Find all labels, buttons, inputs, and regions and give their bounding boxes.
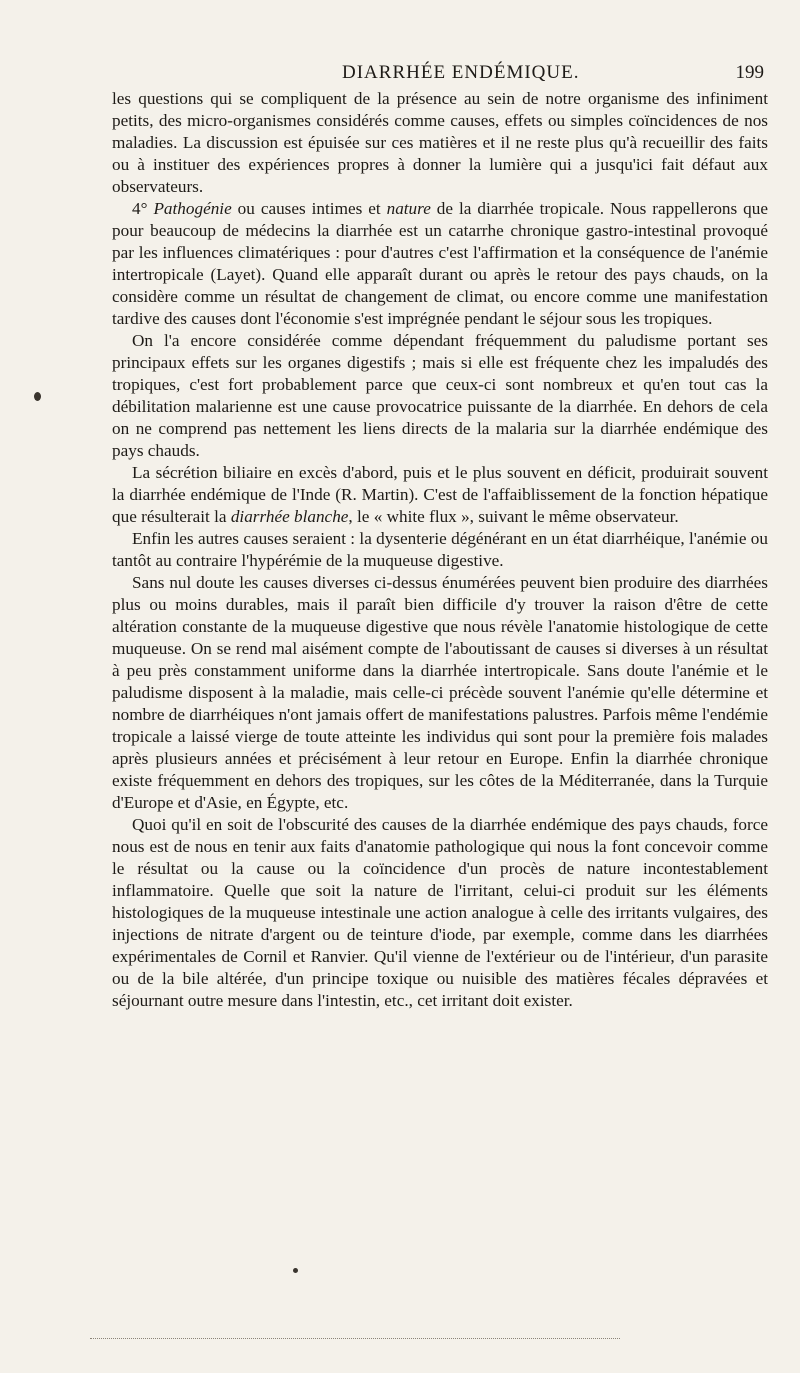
section-number: 4° [132,199,154,218]
running-title: DIARRHÉE ENDÉMIQUE. [342,62,580,83]
paragraph-2-text: de la diarrhée tropicale. Nous rappellerons que pour beaucoup de médecins la diarrhée est un catarrhe chronique gastro-intestinal provoqué par les influences climatériques : pour d'autres c'est l'affirmation et la conséquence de l'anémie intertropicale (Layet). Quand elle apparaît durant ou après le retour des pays chauds, on la considère comme un résultat de changement de climat, ou encore comme une manifestation tardive des causes dont l'économie s'est imprégnée pendant le séjour sous les tropiques. [112,199,768,328]
ink-dot [293,1268,298,1273]
emphasis-nature: nature [386,199,431,218]
paragraph-5: Enfin les autres causes seraient : la dysenterie dégénérant en un état diarrhéique, l'anémie ou tantôt au contraire l'hypérémie de la muqueuse digestive. [112,529,768,570]
emphasis-diarrhee-blanche: diarrhée blanche [230,507,349,526]
paragraph-3: On l'a encore considérée comme dépendant fréquemment du paludisme portant ses principaux effets sur les organes digestifs ; mais si elle est fréquente chez les impaludés des tropiques, c'est fort probablement parce que ceux-ci sont nombreux et qu'en tout cas la débilitation malarienne est une cause provocatrice puissante de la diarrhée. En dehors de cela on ne comprend pas nettement les liens directs de la malaria sur la diarrhée endémique des pays chauds. [112,331,768,460]
page-number: 199 [735,62,764,83]
paragraph-1: les questions qui se compliquent de la présence au sein de notre organisme des infiniment petits, des micro-organismes considérés comme causes, effets ou simples coïncidences de nos maladies. La discussion est épuisée sur ces matières et il ne reste plus qu'à recueillir des faits ou à instituer des expériences propres à donner la lumière qui a jusqu'ici fait défaut aux observateurs. [112,89,768,196]
paragraph-2 [112,198,768,330]
page-header [112,58,768,88]
margin-speck [34,392,41,401]
paragraph-4-after: , le « white flux », suivant le même observateur. [348,507,679,526]
emphasis-pathogenie: Pathogénie [153,199,232,218]
paragraph-6: Sans nul doute les causes diverses ci-dessus énumérées peuvent bien produire des diarrhées plus ou moins durables, mais il paraît bien difficile d'y trouver la raison d'être de cette altération constante de la muqueuse digestive que nous révèle l'anatomie histologique de cette muqueuse. On se rend mal aisément compte de l'aboutissant de causes si diverses à un résultat à peu près constamment uniforme dans la diarrhée intertropicale. Sans doute l'anémie et le paludisme disposent à la maladie, mais celle-ci précède souvent l'anémie qu'elle détermine et nombre de diarrhéiques n'ont jamais offert de manifestations palustres. Parfois même l'endémie tropicale a laissé vierge de toute atteinte les individus qui sont pour la première fois malades après plusieurs années et précisément à leur retour en Europe. Enfin la diarrhée chronique existe fréquemment en dehors des tropiques, sur les côtes de la Méditerranée, dans la Turquie d'Europe et d'Asie, en Égypte, etc. [112,573,768,812]
paragraph-7: Quoi qu'il en soit de l'obscurité des causes de la diarrhée endémique des pays chauds, force nous est de nous en tenir aux faits d'anatomie pathologique qui nous la font concevoir comme le résultat ou la cause ou la coïncidence d'un procès de nature incontestablement inflammatoire. Quelle que soit la nature de l'irritant, celui-ci produit sur les éléments histologiques de la muqueuse intestinale une action analogue à celle des irritants vulgaires, des injections de nitrate d'argent ou de teinture d'iode, par exemple, comme dans les diarrhées expérimentales de Cornil et Ranvier. Qu'il vienne de l'extérieur ou de l'intérieur, d'un parasite ou de la bile altérée, d'un principe toxique ou nuisible des matières fécales dépravées et séjournant outre mesure dans l'intestin, etc., cet irritant doit exister. [112,815,768,1010]
paragraph-2-mid: ou causes intimes et [231,199,387,218]
footer-dotted-line [90,1338,620,1339]
paragraph-4 [112,462,768,528]
body-text [112,88,768,1012]
paragraph-4-before: La sécrétion biliaire en excès d'abord, puis et le plus souvent en déficit, produirait souvent la diarrhée endémique de l'Inde (R. Martin). C'est de l'affaiblissement de la fonction hépatique que résulterait la [112,463,768,526]
